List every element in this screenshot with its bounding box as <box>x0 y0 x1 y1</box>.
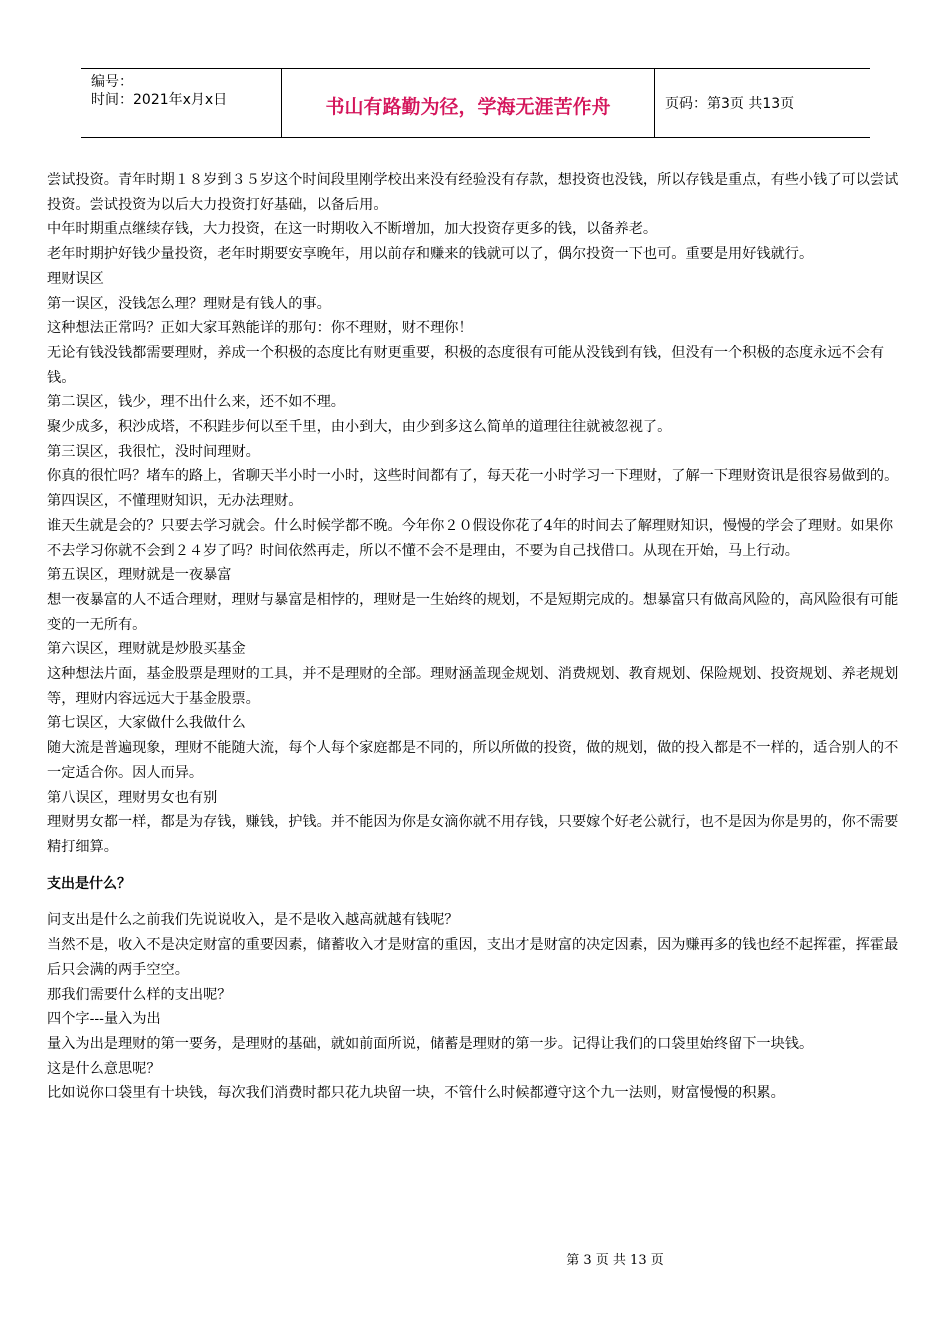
paragraph: 比如说你口袋里有十块钱，每次我们消费时都只花九块留一块，不管什么时候都遵守这个九一法则，财富慢慢的积累。 <box>47 1085 785 1102</box>
paragraph: 第七误区，大家做什么我做什么 <box>47 715 246 732</box>
paragraph: 想一夜暴富的人不适合理财，理财与暴富是相悖的，理财是一生始终的规划，不是短期完成的。想暴富只有做高风险的，高风险很有可能变的一无所有。 <box>47 591 899 633</box>
paragraph: 第五误区，理财就是一夜暴富 <box>47 567 232 584</box>
paragraph: 理财误区 <box>47 270 104 287</box>
doc-number-label: 编号： <box>91 74 133 90</box>
paragraph: 量入为出是理财的第一要务，是理财的基础，就如前面所说，储蓄是理财的第一步。记得让我们的口袋里始终留下一块钱。 <box>47 1035 814 1052</box>
header-motto: 书山有路勤为径，学海无涯苦作舟 <box>281 69 655 137</box>
paragraph: 这种想法片面，基金股票是理财的工具，并不是理财的全部。理财涵盖现金规划、消费规划、教育规划、保险规划、投资规划、养老规划等，理财内容远远大于基金股票。 <box>47 666 899 707</box>
paragraph: 中年时期重点继续存钱，大力投资，在这一时期收入不断增加，加大投资存更多的钱，以备养老。 <box>47 221 658 238</box>
paragraph: 第二误区，钱少，理不出什么来，还不如不理。 <box>47 394 345 411</box>
paragraph: 聚少成多，积沙成塔，不积跬步何以至千里，由小到大，由少到多这么简单的道理往往就被忽视了。 <box>47 419 672 436</box>
paragraph: 问支出是什么之前我们先说说收入，是不是收入越高就越有钱呢？ <box>47 912 459 929</box>
paragraph: 第一误区，没钱怎么理？理财是有钱人的事。 <box>47 295 331 312</box>
page-footer: 第 3 页 共 13 页 <box>566 1253 664 1268</box>
paragraph: 当然不是，收入不是决定财富的重要因素，储蓄收入才是财富的重因，支出才是财富的决定因素，因为赚再多的钱也经不起挥霍，挥霍最后只会满的两手空空。 <box>47 937 899 978</box>
paragraph: 老年时期护好钱少量投资，老年时期要安享晚年，用以前存和赚来的钱就可以了，偶尔投资一下也可。重要是用好钱就行。 <box>47 246 814 263</box>
paragraph: 四个字---量入为出 <box>47 1011 161 1028</box>
doc-time-label: 时间：2021年x月x日 <box>91 92 228 108</box>
paragraph: 这种想法正常吗？正如大家耳熟能详的那句：你不理财，财不理你！ <box>47 320 473 337</box>
header-page-number: 页码：第3页 共13页 <box>665 96 795 112</box>
header-meta <box>81 69 281 137</box>
paragraph: 那我们需要什么样的支出呢？ <box>47 986 232 1003</box>
document-header <box>81 68 870 138</box>
document-body <box>47 168 907 1106</box>
paragraph: 谁天生就是会的？只要去学习就会。什么时候学都不晚。今年你２０假设你花了4年的时间去了解理财知识，慢慢的学会了理财。如果你不去学习你就不会到２４岁了吗？时间依然再走，所以不懂不会不是理由，不要为自己找借口。从现在开始，马上行动。 <box>47 517 894 559</box>
paragraph: 第三误区，我很忙，没时间理财。 <box>47 443 260 460</box>
paragraph: 这是什么意思呢？ <box>47 1060 161 1077</box>
paragraph: 理财男女都一样，都是为存钱，赚钱，护钱。并不能因为你是女滴你就不用存钱，只要嫁个好老公就行，也不是因为你是男的，你不需要精打细算。 <box>47 814 899 855</box>
paragraph: 尝试投资。青年时期１８岁到３５岁这个时间段里刚学校出来没有经验没有存款，想投资也没钱，所以存钱是重点，有些小钱了可以尝试投资。尝试投资为以后大力投资打好基础，以备后用。 <box>47 172 899 213</box>
paragraph: 第六误区，理财就是炒股买基金 <box>47 641 246 658</box>
paragraph: 无论有钱没钱都需要理财，养成一个积极的态度比有财更重要，积极的态度很有可能从没钱到有钱，但没有一个积极的态度永远不会有钱。 <box>47 344 885 386</box>
section-heading: 支出是什么？ <box>47 875 131 892</box>
paragraph: 第四误区，不懂理财知识，无办法理财。 <box>47 493 303 510</box>
paragraph: 你真的很忙吗？堵车的路上，省聊天半小时一小时，这些时间都有了，每天花一小时学习一下理财，了解一下理财资讯是很容易做到的。 <box>47 468 899 485</box>
paragraph: 随大流是普遍现象，理财不能随大流，每个人每个家庭都是不同的，所以所做的投资，做的规划，做的投入都是不一样的，适合别人的不一定适合你。因人而异。 <box>47 740 899 781</box>
paragraph: 第八误区，理财男女也有别 <box>47 789 218 806</box>
